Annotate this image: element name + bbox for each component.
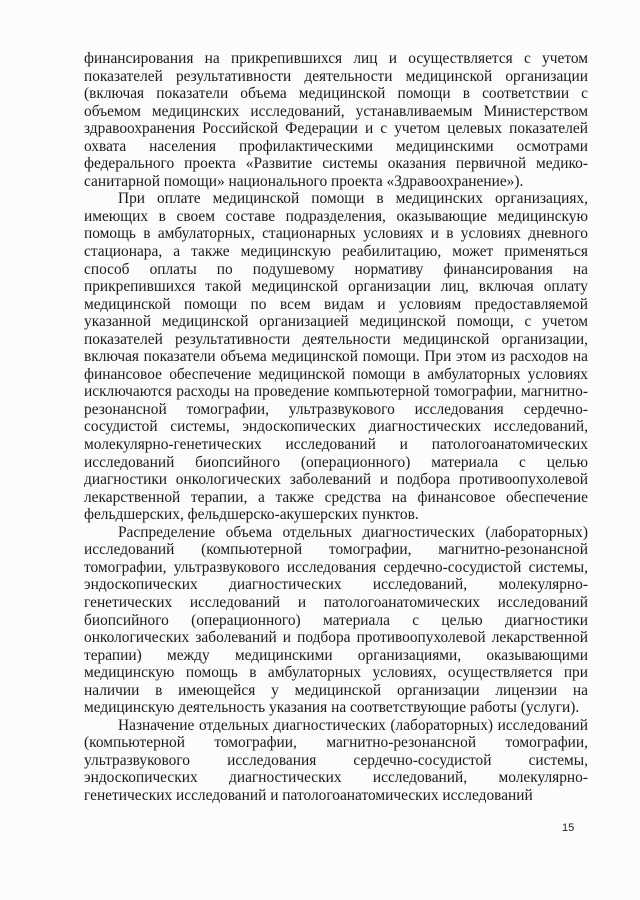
paragraph-1: финансирования на прикрепившихся лиц и осуществляется с учетом показателей результативности деятельности медицинской организации (включая показатели объема медицинской помощи в соответствии с объемом медицинских исследований, устанавливаемым Министерством здравоохранения Российской Федерации и с учетом целевых показателей охвата населения профилактическими медицинскими осмотрами федерального проекта «Развитие системы оказания первичной медико-санитарной помощи» национального проекта «Здравоохранение»). [84,50,588,190]
page-number: 15 [562,822,575,834]
document-body [84,50,588,805]
paragraph-2: При оплате медицинской помощи в медицинских организациях, имеющих в своем составе подразделения, оказывающие медицинскую помощь в амбулаторных, стационарных условиях и в условиях дневного стационара, а также медицинскую реабилитацию, может применяться способ оплаты по подушевому нормативу финансирования на прикрепившихся такой медицинской организации лиц, включая оплату медицинской помощи по всем видам и условиям предоставляемой указанной медицинской организацией медицинской помощи, с учетом показателей результативности деятельности медицинской организации, включая показатели объема медицинской помощи. При этом из расходов на финансовое обеспечение медицинской помощи в амбулаторных условиях исключаются расходы на проведение компьютерной томографии, магнитно-резонансной томографии, ультразвукового исследования сердечно-сосудистой системы, эндоскопических диагностических исследований, молекулярно-генетических исследований и патологоанатомических исследований биопсийного (операционного) материала с целью диагностики онкологических заболеваний и подбора противоопухолевой лекарственной терапии, а также средства на финансовое обеспечение фельдшерских, фельдшерско-акушерских пунктов. [84,190,588,524]
paragraph-4: Назначение отдельных диагностических (лабораторных) исследований (компьютерной томографии, магнитно-резонансной томографии, ультразвукового исследования сердечно-сосудистой системы, эндоскопических диагностических исследований, молекулярно-генетических исследований и патологоанатомических исследований [84,716,588,804]
paragraph-3: Распределение объема отдельных диагностических (лабораторных) исследований (компьютерной томографии, магнитно-резонансной томографии, ультразвукового исследования сердечно-сосудистой системы, эндоскопических диагностических исследований, молекулярно-генетических исследований и патологоанатомических исследований биопсийного (операционного) материала с целью диагностики онкологических заболеваний и подбора противоопухолевой лекарственной терапии) между медицинскими организациями, оказывающими медицинскую помощь в амбулаторных условиях, осуществляется при наличии в имеющейся у медицинской организации лицензии на медицинскую деятельность указания на соответствующие работы (услуги). [84,523,588,717]
